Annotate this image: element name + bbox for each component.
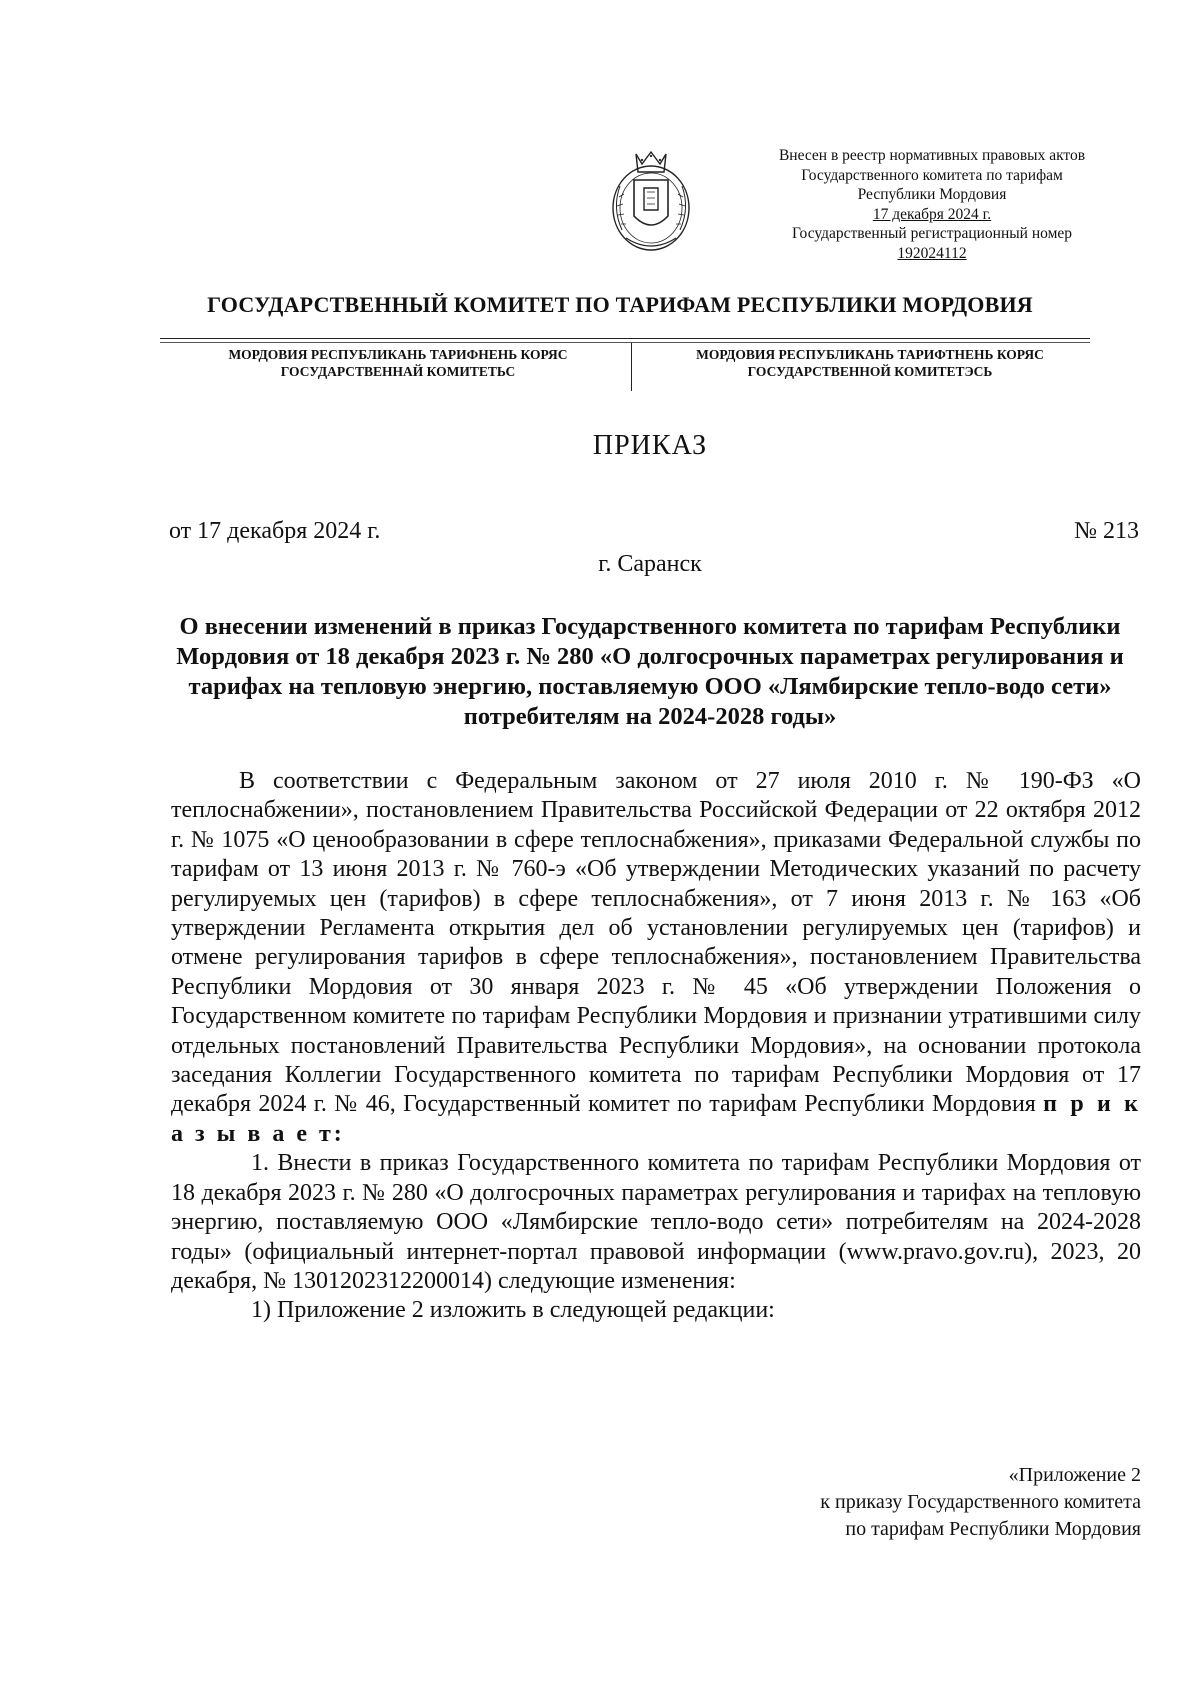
- header-divider-thin: [160, 342, 1090, 343]
- agency-name-erzya: [640, 346, 1100, 380]
- agency-name-moksha: [168, 346, 628, 380]
- document-city: г. Саранск: [598, 551, 702, 577]
- appendix-line: к приказу Государственного комитета: [820, 1491, 1141, 1513]
- agency-name-line: МОРДОВИЯ РЕСПУБЛИКАНЬ ТАРИФНЕНЬ КОРЯС: [228, 347, 568, 362]
- date-number-line: [169, 518, 1139, 545]
- registry-line: Республики Мордовия: [857, 186, 1007, 203]
- document-body: [171, 767, 1141, 1326]
- appendix-line: «Приложение 2: [1008, 1464, 1141, 1486]
- agency-name-line: ГОСУДАРСТВЕННАЙ КОМИТЕТЬС: [280, 364, 516, 379]
- appendix-line: по тарифам Республики Мордовия: [845, 1518, 1141, 1540]
- agency-name-line: ГОСУДАРСТВЕННОЙ КОМИТЕТЭСЬ: [747, 364, 993, 379]
- vertical-divider: [631, 343, 632, 391]
- header-divider: [160, 338, 1090, 339]
- registry-line: Государственного комитета по тарифам: [801, 166, 1063, 184]
- appendix-caption: [700, 1462, 1141, 1543]
- preamble-paragraph: [171, 767, 1141, 1149]
- coat-of-arms-icon: [606, 146, 696, 258]
- item-1-paragraph: 1. Внести в приказ Государственного комитета по тарифам Республики Мордовия от 18 декабря 2023 г. № 280 «О долгосрочных параметрах регулирования и тарифах на тепловую энергию, поставляемую ООО «Лямбирские тепло-водо сети» потребителям на 2024-2028 годы» (официальный интернет-портал правовой информации (www.pravo.gov.ru), 2023, 20 декабря, № 1301202312200014) следующие изменения:: [171, 1150, 1141, 1294]
- item-1-1-paragraph: 1) Приложение 2 изложить в следующей редакции:: [251, 1297, 775, 1324]
- orders-phrase: п р и к а з ы в а е т:: [171, 1091, 1141, 1147]
- registry-number: 192024112: [897, 244, 967, 262]
- document-title: О внесении изменений в приказ Государственного комитета по тарифам Республики Мордовия от 18 декабря 2023 г. № 280 «О долгосрочных параметрах регулирования и тарифах на тепловую энергию, поставляемую ООО «Лямбирские тепло-водо сети» потребителям на 2024-2028 годы»: [176, 613, 1124, 730]
- registry-line: Государственный регистрационный номер: [791, 225, 1073, 242]
- agency-name-line: МОРДОВИЯ РЕСПУБЛИКАНЬ ТАРИФТНЕНЬ КОРЯС: [696, 347, 1044, 362]
- registry-date: 17 декабря 2024 г.: [872, 205, 992, 223]
- registry-line: Внесен в реестр нормативных правовых актов: [778, 147, 1086, 164]
- registry-stamp: [742, 146, 1122, 263]
- document-type: ПРИКАЗ: [592, 430, 708, 461]
- coat-of-arms-emblem: [606, 146, 696, 258]
- agency-title: ГОСУДАРСТВЕННЫЙ КОМИТЕТ ПО ТАРИФАМ РЕСПУБЛИКИ МОРДОВИЯ: [207, 292, 1033, 317]
- document-number: № 213: [1074, 518, 1139, 544]
- preamble-text: В соответствии с Федеральным законом от 27 июля 2010 г. № 190-ФЗ «О теплоснабжении», постановлением Правительства Российской Федерации от 22 октября 2012 г. № 1075 «О ценообразовании в сфере теплоснабжения», приказами Федеральной службы по тарифам от 13 июня 2013 г. № 760-э «Об утверждении Методических указаний по расчету регулируемых цен (тарифов) в сфере теплоснабжения», от 7 июня 2013 г. № 163 «Об утверждении Регламента открытия дел об установлении регулируемых цен (тарифов) и отмене регулирования тарифов в сфере теплоснабжения», постановлением Правительства Республики Мордовия от 30 января 2023 г. № 45 «Об утверждении Положения о Государственном комитете по тарифам Республики Мордовия и признании утратившими силу отдельных постановлений Правительства Республики Мордовия», на основании протокола заседания Коллегии Государственного комитета по тарифам Республики Мордовия от 17 декабря 2024 г. № 46, Государственный комитет по тарифам Республики Мордовия: [171, 768, 1141, 1118]
- document-date: от 17 декабря 2024 г.: [169, 518, 381, 544]
